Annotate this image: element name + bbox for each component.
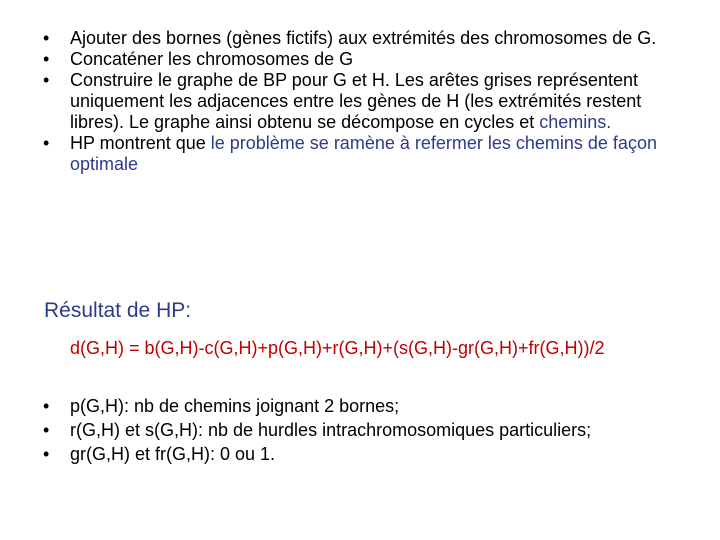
bullet-text: gr(G,H) et fr(G,H): 0 ou 1.: [70, 444, 276, 464]
bullet-text: Ajouter des bornes (gènes fictifs) aux extrémités des chromosomes de G.: [70, 28, 657, 48]
result-heading: Résultat de HP:: [44, 299, 192, 322]
distance-formula: d(G,H) = b(G,H)-c(G,H)+p(G,H)+r(G,H)+(s(G,H)-gr(G,H)+fr(G,H))/2: [70, 338, 605, 358]
bullet-dot-icon: •: [43, 49, 50, 69]
bullet-text: Concaténer les chromosomes de G: [70, 49, 354, 69]
bullet-dot-icon: •: [43, 420, 50, 440]
bullet-item: [0, 49, 690, 70]
bullet-item: [0, 444, 690, 465]
bullet-item: [0, 28, 690, 49]
bullet-text: p(G,H): nb de chemins joignant 2 bornes;: [70, 396, 400, 416]
bullet-dot-icon: •: [43, 133, 50, 153]
bullet-text: Construire le graphe de BP pour G et H. Les arêtes grises représentent uniquement les adjacences entre les gènes de H (les extrémités restent libres). Le graphe ainsi obtenu se décompose en cycles et: [70, 70, 642, 132]
bullet-accent-text: le problème se ramène à refermer les chemins de façon optimale: [70, 133, 657, 174]
definition-bullets: [0, 28, 690, 175]
bullet-item: [0, 133, 690, 175]
bullet-accent-text: chemins.: [539, 112, 612, 132]
bullet-item: [0, 420, 690, 441]
bullet-text: r(G,H) et s(G,H): nb de hurdles intrachromosomiques particuliers;: [70, 420, 592, 440]
bullet-item: [0, 396, 690, 417]
term-definitions: [0, 396, 690, 468]
bullet-dot-icon: •: [43, 70, 50, 90]
bullet-item: [0, 70, 690, 133]
bullet-text: HP montrent que: [70, 133, 211, 153]
bullet-dot-icon: •: [43, 444, 50, 464]
bullet-dot-icon: •: [43, 28, 50, 48]
bullet-dot-icon: •: [43, 396, 50, 416]
